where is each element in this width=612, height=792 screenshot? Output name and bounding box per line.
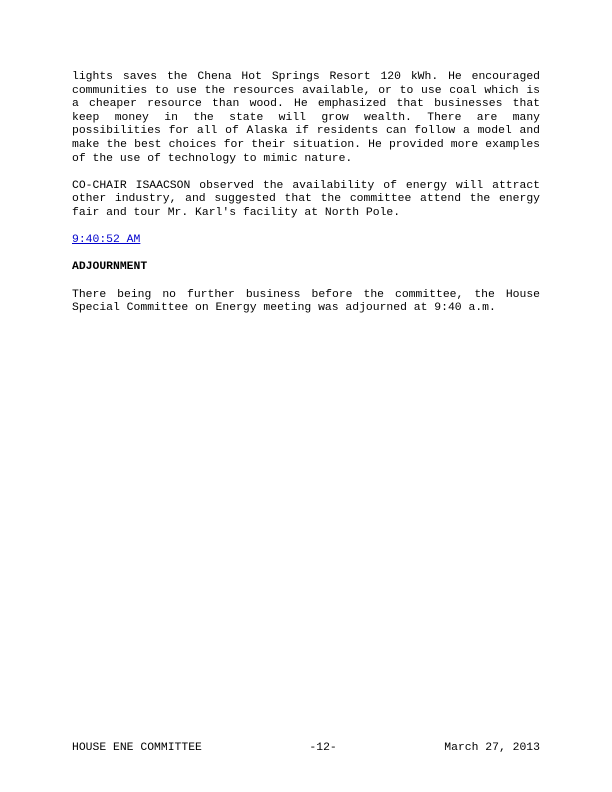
document-page <box>72 71 540 316</box>
paragraph-spacer <box>72 166 540 180</box>
timestamp-link[interactable]: 9:40:52 AM <box>72 234 141 247</box>
footer-date: March 27, 2013 <box>444 742 540 754</box>
paragraph-energy-discussion: lights saves the Chena Hot Springs Resort 120 kWh. He encouraged communities to use the resources available, or to use coal which is a cheaper resource than wood. He emphasized that businesses that keep money in the state will grow wealth. There are many possibilities for all of Alaska if residents can follow a model and make the best choices for their situation. He provided more examples of the use of technology to mimic nature. <box>72 71 540 165</box>
footer-page-number: -12- <box>309 742 337 754</box>
paragraph-spacer <box>72 221 540 235</box>
section-heading-adjournment: ADJOURNMENT <box>72 261 148 274</box>
paragraph-co-chair-remarks: CO-CHAIR ISAACSON observed the availability of energy will attract other industry, and suggested that the committee attend the energy fair and tour Mr. Karl's facility at North Pole. <box>72 179 540 219</box>
paragraph-adjournment: There being no further business before the committee, the House Special Committee on Energy meeting was adjourned at 9:40 a.m. <box>72 288 540 315</box>
paragraph-spacer <box>72 275 540 289</box>
paragraph-spacer <box>72 248 540 262</box>
page-footer <box>72 742 540 756</box>
footer-committee-name: HOUSE ENE COMMITTEE <box>72 742 202 754</box>
